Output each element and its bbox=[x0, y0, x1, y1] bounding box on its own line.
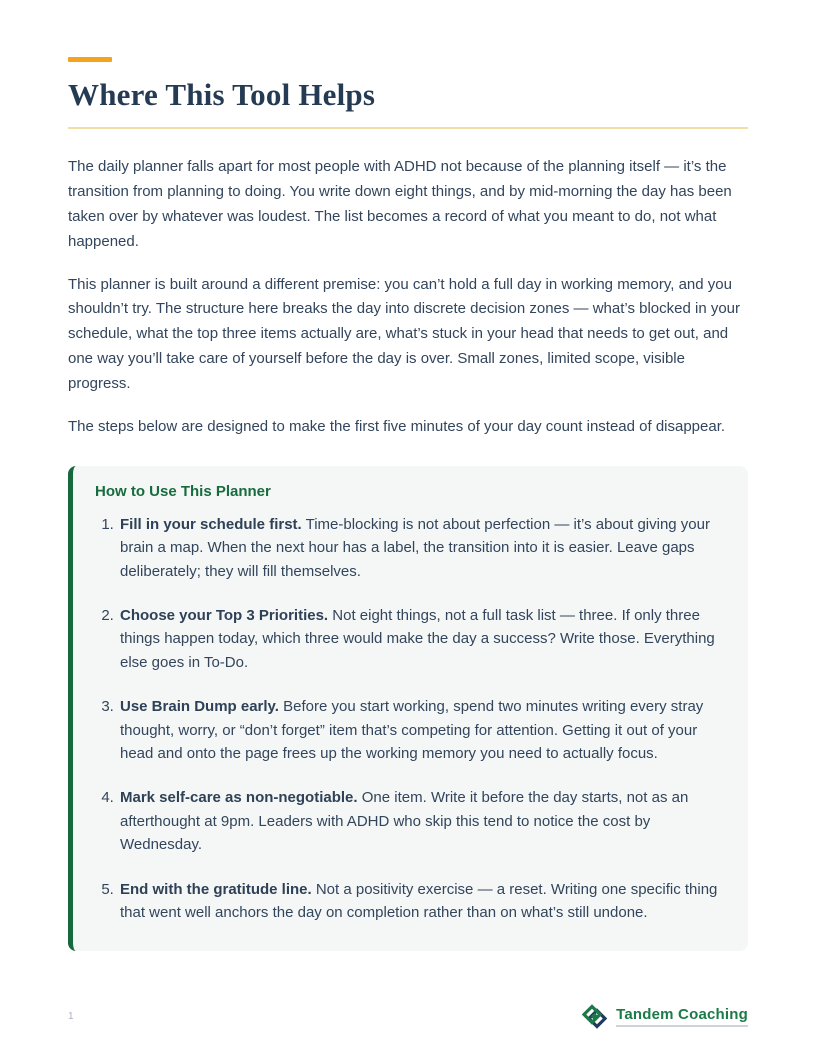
intro-paragraph-3: The steps below are designed to make the first five minutes of your day count instead of disappear. bbox=[68, 418, 726, 436]
how-to-callout bbox=[68, 466, 748, 951]
list-item-lead: Fill in your schedule first. bbox=[120, 515, 302, 533]
title-accent-bar bbox=[68, 57, 112, 62]
page-title: Where This Tool Helps bbox=[68, 77, 748, 129]
list-item-body: Not a positivity exercise — a reset. Writing one specific thing that went well anchors the day on completion rather than on what’s still undone. bbox=[120, 880, 718, 921]
list-item bbox=[118, 786, 720, 856]
list-item-lead: Choose your Top 3 Priorities. bbox=[120, 607, 329, 625]
page-number: 1 bbox=[68, 1011, 74, 1022]
tandem-diamonds-icon bbox=[581, 1003, 608, 1030]
list-item bbox=[118, 878, 720, 925]
page-footer bbox=[68, 1003, 748, 1030]
brand-name: Tandem Coaching bbox=[616, 1006, 748, 1027]
list-item-lead: Mark self-care as non-negotiable. bbox=[120, 789, 358, 807]
list-item-body: One item. Write it before the day starts, not as an afterthought at 9pm. Leaders with ADHD who skip this tend to notice the cost by Wednesday. bbox=[120, 789, 689, 854]
callout-heading: How to Use This Planner bbox=[95, 482, 271, 500]
intro-paragraph-1: The daily planner falls apart for most people with ADHD not because of the planning itself — it’s the transition from planning to doing. You write down eight things, and by mid-morning the day has been taken over by whatever was loudest. The list becomes a record of what you meant to do, not what happened. bbox=[68, 158, 732, 250]
instruction-list bbox=[91, 513, 720, 924]
list-item-body: Time-blocking is not about perfection — it’s about giving your brain a map. When the next hour has a label, the transition into it is easier. Leave gaps deliberately; they will fill themselves. bbox=[120, 515, 710, 580]
list-item bbox=[118, 695, 720, 765]
brand-logo bbox=[581, 1003, 748, 1030]
list-item-lead: End with the gratitude line. bbox=[120, 880, 312, 898]
list-item-body: Not eight things, not a full task list — three. If only three things happen today, which three would make the day a success? Write those. Everything else goes in To-Do. bbox=[120, 607, 715, 671]
list-item bbox=[118, 513, 720, 583]
list-item-lead: Use Brain Dump early. bbox=[120, 698, 279, 716]
intro-paragraph-2: This planner is built around a different premise: you can’t hold a full day in working memory, and you shouldn’t try. The structure here breaks the day into discrete decision zones — what’s blocked in your schedule, what the top three items actually are, what’s stuck in your head that needs to get out, and one way you’ll take care of yourself before the day is over. Small zones, limited scope, visible progress. bbox=[68, 275, 741, 393]
list-item bbox=[118, 604, 720, 674]
list-item-body: Before you start working, spend two minutes writing every stray thought, worry, or “don’t forget” item that’s competing for attention. Getting it out of your head and onto the page frees up the working memory you need to actually focus. bbox=[120, 698, 704, 763]
